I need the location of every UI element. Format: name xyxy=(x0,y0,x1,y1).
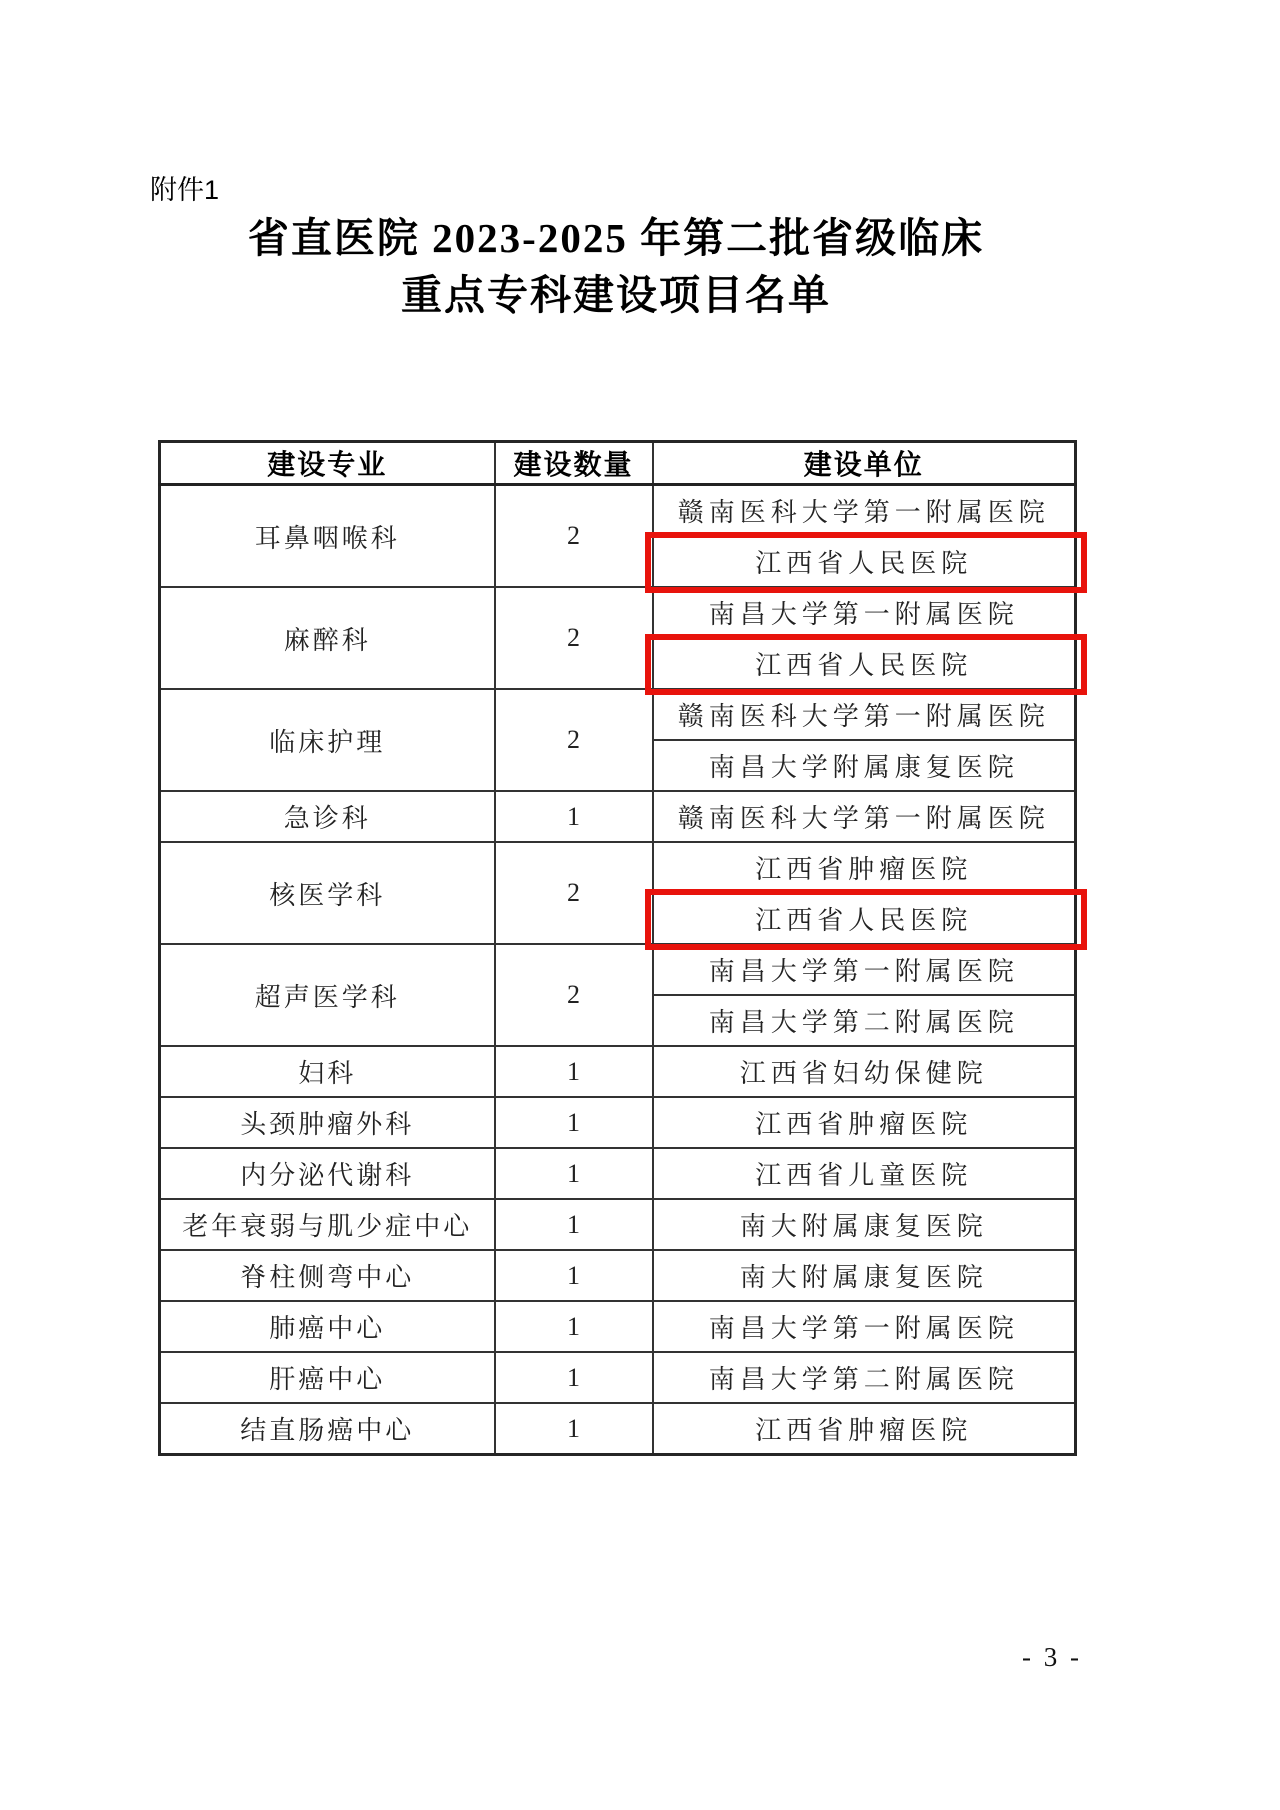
count-cell: 1 xyxy=(495,1148,653,1199)
table-row xyxy=(160,1301,1076,1352)
count-cell: 1 xyxy=(495,1046,653,1097)
specialty-cell: 超声医学科 xyxy=(160,944,495,1046)
unit-name: 江西省人民医院 xyxy=(755,549,973,578)
unit-name: 南昌大学第一附属医院 xyxy=(708,957,1019,986)
count-cell: 1 xyxy=(495,1403,653,1455)
unit-cell xyxy=(653,1250,1076,1301)
table-row xyxy=(160,1148,1076,1199)
attachment-label: 附件1 xyxy=(150,175,220,205)
specialty-cell: 肺癌中心 xyxy=(160,1301,495,1352)
unit-name: 南昌大学第二附属医院 xyxy=(708,1008,1019,1037)
title-line-1: 省直医院 2023-2025 年第二批省级临床 xyxy=(247,215,985,261)
unit-cell xyxy=(653,689,1076,740)
unit-name: 江西省人民医院 xyxy=(755,651,973,680)
unit-name: 江西省人民医院 xyxy=(755,906,973,935)
header-unit: 建设单位 xyxy=(653,442,1076,485)
specialty-cell: 麻醉科 xyxy=(160,587,495,689)
header-specialty: 建设专业 xyxy=(160,442,495,485)
unit-name: 南大附属康复医院 xyxy=(739,1212,988,1241)
header-count: 建设数量 xyxy=(495,442,653,485)
unit-cell xyxy=(653,1199,1076,1250)
unit-cell xyxy=(653,1403,1076,1455)
specialty-cell: 头颈肿瘤外科 xyxy=(160,1097,495,1148)
unit-name: 江西省肿瘤医院 xyxy=(755,855,973,884)
unit-cell xyxy=(653,1046,1076,1097)
unit-cell xyxy=(653,1148,1076,1199)
page-title xyxy=(158,210,1074,323)
specialty-cell: 内分泌代谢科 xyxy=(160,1148,495,1199)
specialty-cell: 核医学科 xyxy=(160,842,495,944)
count-cell: 2 xyxy=(495,944,653,1046)
unit-cell xyxy=(653,1301,1076,1352)
specialty-cell: 肝癌中心 xyxy=(160,1352,495,1403)
specialty-cell: 耳鼻咽喉科 xyxy=(160,485,495,588)
count-cell: 1 xyxy=(495,1352,653,1403)
unit-cell xyxy=(653,944,1076,995)
unit-cell xyxy=(653,995,1076,1046)
unit-cell xyxy=(653,791,1076,842)
table-row xyxy=(160,1250,1076,1301)
count-cell: 1 xyxy=(495,1250,653,1301)
unit-cell xyxy=(653,842,1076,893)
unit-name: 南昌大学第二附属医院 xyxy=(708,1365,1019,1394)
specialty-table xyxy=(158,440,1077,1456)
table-header-row xyxy=(160,442,1076,485)
specialty-cell: 老年衰弱与肌少症中心 xyxy=(160,1199,495,1250)
specialty-cell: 脊柱侧弯中心 xyxy=(160,1250,495,1301)
page-number: - 3 - xyxy=(1022,1642,1082,1672)
table-row xyxy=(160,1097,1076,1148)
count-cell: 2 xyxy=(495,842,653,944)
unit-name: 南大附属康复医院 xyxy=(739,1263,988,1292)
specialty-cell: 急诊科 xyxy=(160,791,495,842)
table-row xyxy=(160,944,1076,995)
table-body xyxy=(160,485,1076,1455)
unit-name: 赣南医科大学第一附属医院 xyxy=(677,498,1050,527)
title-line-2: 重点专科建设项目名单 xyxy=(401,271,831,318)
unit-name: 江西省肿瘤医院 xyxy=(755,1416,973,1445)
specialty-cell: 临床护理 xyxy=(160,689,495,791)
unit-name: 南昌大学第一附属医院 xyxy=(708,1314,1019,1343)
unit-name: 南昌大学附属康复医院 xyxy=(708,753,1019,782)
table-row xyxy=(160,1352,1076,1403)
unit-cell xyxy=(653,740,1076,791)
table-row xyxy=(160,1403,1076,1455)
unit-cell xyxy=(653,485,1076,537)
table-row xyxy=(160,791,1076,842)
table-row xyxy=(160,842,1076,893)
unit-name: 赣南医科大学第一附属医院 xyxy=(677,702,1050,731)
unit-cell xyxy=(653,1352,1076,1403)
count-cell: 1 xyxy=(495,1301,653,1352)
unit-name: 江西省肿瘤医院 xyxy=(755,1110,973,1139)
unit-cell xyxy=(653,1097,1076,1148)
unit-cell xyxy=(653,536,1076,587)
count-cell: 1 xyxy=(495,791,653,842)
unit-cell xyxy=(653,638,1076,689)
table-row xyxy=(160,587,1076,638)
count-cell: 2 xyxy=(495,485,653,588)
unit-name: 赣南医科大学第一附属医院 xyxy=(677,804,1050,833)
count-cell: 1 xyxy=(495,1097,653,1148)
unit-cell xyxy=(653,893,1076,944)
unit-cell xyxy=(653,587,1076,638)
table-row xyxy=(160,1199,1076,1250)
unit-name: 江西省儿童医院 xyxy=(755,1161,973,1190)
specialty-cell: 妇科 xyxy=(160,1046,495,1097)
table-row xyxy=(160,1046,1076,1097)
count-cell: 2 xyxy=(495,587,653,689)
specialty-cell: 结直肠癌中心 xyxy=(160,1403,495,1455)
unit-name: 南昌大学第一附属医院 xyxy=(708,600,1019,629)
table-row xyxy=(160,485,1076,537)
unit-name: 江西省妇幼保健院 xyxy=(739,1059,988,1088)
count-cell: 2 xyxy=(495,689,653,791)
count-cell: 1 xyxy=(495,1199,653,1250)
table-row xyxy=(160,689,1076,740)
